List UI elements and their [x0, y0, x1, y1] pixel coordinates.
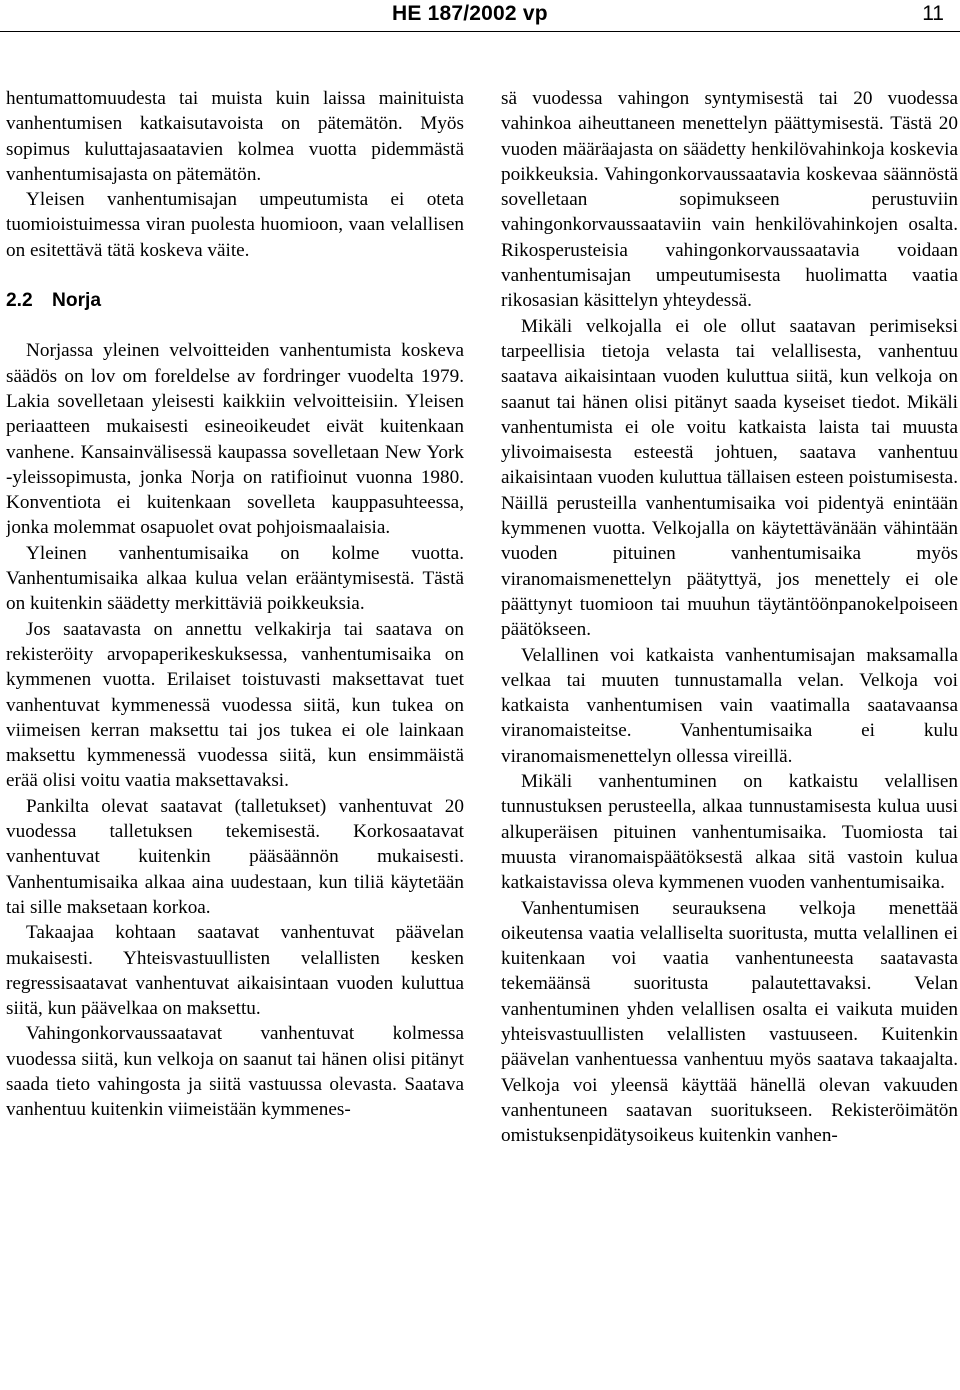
paragraph: sä vuodessa vahingon syntymisestä tai 20 vuodessa vahinkoa aiheuttaneen menettelyn päättymisestä. Tästä 20 vuoden määräajasta on säädetty henkilövahinkoja koskevia poikkeuksia. Vahingonkorvaussaatavia koskevaa säännöstä sovelletaan sopimukseen perustuviin vahingonkorvaussaataviin vain henkilövahinkojen osalta. Rikosperusteisia vahingonkorvaussaatavia voidaan vanhentumisajan umpeutumisesta huolimatta vaatia rikosasian käsittelyn yhteydessä. — [501, 88, 958, 312]
page-number: 11 — [922, 2, 944, 25]
section-number: 2.2 — [6, 290, 33, 312]
paragraph: Mikäli velkojalla ei ole ollut saatavan perimiseksi tarpeellisia tietoja velasta tai velallisesta, vanhentuu saatava aikaisintaan vuoden kuluttua siitä, kun velkoja on saanut tai hänen olisi pitänyt saada kyseiset tiedot. Mikäli vanhentumista ei ole voitu katkaista laista tai muusta ylivoimaisesta esteestä johtuen, saatava vanhentuu aikaisintaan vuoden kuluttua tällaisen esteen poistumisesta. Näillä perusteilla vanhentumisaika voi pidentyä enintään kymmenen vuotta. Velkojalla on käytettävänään vähintään vuoden pituinen vanhentumisaika myös viranomaismenettelyn päätyttyä, jos menettely ei ole päättynyt tuomioon tai muuhun täytäntöönpanokelpoiseen päätökseen. — [501, 315, 958, 641]
paragraph: Vanhentumisen seurauksena velkoja menettää oikeutensa vaatia velalliselta suoritusta, mutta velallinen ei kuitenkaan voi vaatia vanhentuneesta saatavasta tekemäänsä suoritusta palautettavaksi. Velan vanhentuminen yhden velallisen osalta ei vaikuta muiden yhteisvastuullisten velallisten vastuuseen. Kuitenkin päävelan vanhentuessa vanhentuu myös saatava takaajalta. Velkoja voi yleensä käyttää hänellä olevan vakuuden vanhentuneen saatavan suoritukseen. Rekisteröimätön omistuksenpidätysoikeus kuitenkin vanhen- — [501, 897, 958, 1147]
section-title: Norja — [52, 290, 102, 312]
paragraph: hentumattomuudesta tai muista kuin laissa mainituista vanhentumisen katkaisutavoista on pätemätön. Myös sopimus kuluttajasaatavien kolmea vuotta pidemmästä vanhentumisajasta on pätemätön. — [6, 88, 464, 185]
page-header — [0, 0, 960, 32]
paragraph: Yleisen vanhentumisajan umpeutumista ei oteta tuomioistuimessa viran puolesta huomioon, vaan velallisen on esitettävä tätä koskeva väite. — [6, 189, 464, 261]
paragraph: Yleinen vanhentumisaika on kolme vuotta. Vanhentumisaika alkaa kulua velan erääntymisestä. Tästä on kuitenkin säädetty merkittäviä poikkeuksia. — [6, 542, 464, 615]
paragraph: Velallinen voi katkaista vanhentumisajan maksamalla velkaa tai muuten tunnustamalla velan. Velkoja voi katkaista vanhentumisen vain vaatimalla saatavaansa viranomaisteitse. Vanhentumisaika ei kulu viranomaismenettelyn ollessa vireillä. — [501, 644, 958, 767]
paragraph: Vahingonkorvaussaatavat vanhentuvat kolmessa vuodessa siitä, kun velkoja on saanut tai hänen olisi pitänyt saada tieto vahingosta ja siitä vastuussa olevasta. Saatava vanhentuu kuitenkin viimeistään kymmenes- — [6, 1023, 464, 1121]
paragraph: Norjassa yleinen velvoitteiden vanhentumista koskeva säädös on lov om foreldelse av fordringer vuodelta 1979. Lakia sovelletaan yleisesti kaikkiin velvoitteisiin. Yleisen periaatteen mukaisesti esineoikeudet eivät kuitenkaan vanhene. Kansainvälisessä kaupassa sovelletaan New York -yleissopimusta, jonka Norja on ratifioinut vuonna 1980. Konventiota ei kuitenkaan sovelleta kauppasuhteessa, jonka molemmat osapuolet ovat pohjoismaalaisia. — [6, 340, 464, 539]
right-column — [501, 86, 958, 1386]
left-column — [6, 86, 464, 1386]
header-rule — [0, 31, 960, 32]
paragraph: Pankilta olevat saatavat (talletukset) vanhentuvat 20 vuodessa talletuksen tekemisestä. Korkosaatavat vanhentuvat kuitenkin pääsäännön mukaisesti. Vanhentumisaika alkaa aina uudestaan, kun tiliä käytetään tai sille maksetaan korkoa. — [6, 795, 464, 918]
paragraph: Takaajaa kohtaan saatavat vanhentuvat päävelan mukaisesti. Yhteisvastuullisten velallisten kesken regressisaatavat vanhentuvat aikaisintaan vuoden kuluttua siitä, kun päävelkaa on maksettu. — [6, 922, 464, 1020]
section-heading — [6, 288, 464, 313]
document-id: HE 187/2002 vp — [392, 2, 548, 25]
paragraph: Jos saatavasta on annettu velkakirja tai saatava on rekisteröity arvopaperikeskuksessa, vanhentumisaika on kymmenen vuotta. Erilaiset toistuvasti maksettavat tuet vanhentuvat kymmenessä vuodessa siitä, kun tukea on viimeisen kerran maksettu tai jos tukea ei ole lainkaan maksettu kymmenessä vuodessa siitä, kun ensimmäistä erää olisi voitu vaatia maksettavaksi. — [6, 618, 464, 792]
paragraph: Mikäli vanhentuminen on katkaistu velallisen tunnustuksen perusteella, alkaa tunnustamisesta kulua uusi alkuperäisen pituinen vanhentumisaika. Tuomiosta tai muusta viranomaispäätöksestä alkaa sitä vastoin kulua katkaistavissa oleva kymmenen vuoden vanhentumisaika. — [501, 771, 958, 894]
